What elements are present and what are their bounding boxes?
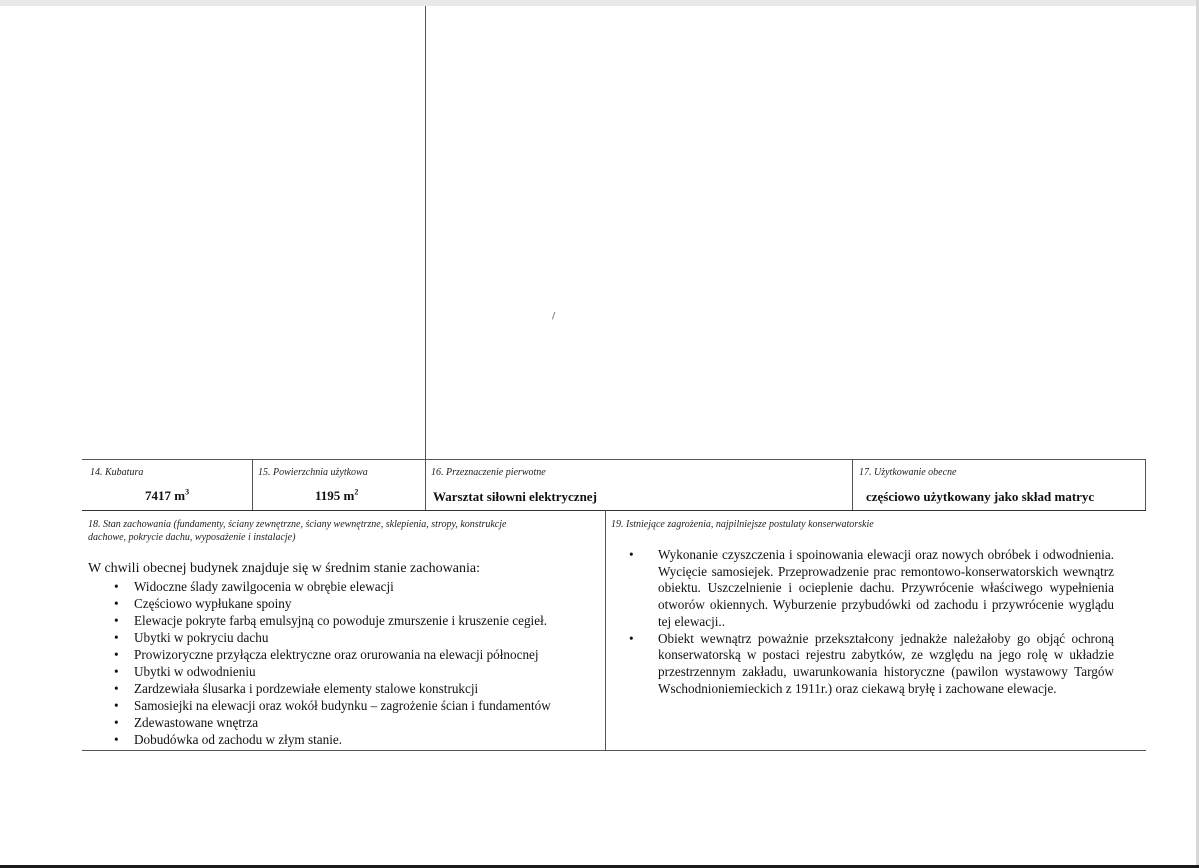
- cell-divider-1: [252, 459, 253, 510]
- zagrozenia-label: 19. Istniejące zagrożenia, najpilniejsze postulaty konserwatorskie: [611, 519, 874, 530]
- list-item: • Dobudówka od zachodu w złym stanie.: [114, 732, 343, 747]
- powierzchnia-label: 15. Powierzchnia użytkowa: [258, 467, 368, 478]
- kubatura-label: 14. Kubatura: [90, 467, 144, 478]
- list-item: • Obiekt wewnątrz poważnie przekształcony jednakże należałoby go objąć ochroną konserwatorską w postaci rejestru zabytków, ze względu na jego rolę w układzie przestrzennym zakładu, uwarunkowania historyczne (pawilon wystawowy Targów Wschodnioniemieckich z 1911r.) oraz ciekawą bryłę i zachowane elewacje.: [629, 630, 1114, 696]
- stan-label-line1: 18. Stan zachowania (fundamenty, ściany zewnętrzne, ściany wewnętrzne, sklepienia, stropy, konstrukcje: [88, 519, 507, 530]
- bullet-icon: •: [114, 579, 119, 594]
- list-item: • Zdewastowane wnętrza: [114, 715, 259, 730]
- list-item: • Zardzewiała ślusarka i pordzewiałe elementy stalowe konstrukcji: [114, 681, 479, 696]
- zagrozenia-list: [628, 547, 1114, 697]
- stan-label-line2: dachowe, pokrycie dachu, wyposażenie i instalacje): [88, 532, 296, 543]
- bullet-icon: •: [114, 698, 119, 713]
- photo-divider-line: [425, 6, 426, 510]
- bullet-icon: •: [114, 613, 119, 628]
- bullet-icon: •: [114, 647, 119, 662]
- scan-speck: [552, 312, 558, 321]
- bullet-icon: •: [114, 664, 119, 679]
- bullet-icon: •: [114, 681, 119, 696]
- bullet-icon: •: [114, 715, 119, 730]
- list-item: • Ubytki w pokryciu dachu: [114, 630, 269, 645]
- section-divider: [605, 510, 606, 750]
- list-item: • Częściowo wypłukane spoiny: [114, 596, 292, 611]
- bullet-icon: •: [114, 630, 119, 645]
- page-edge-top: [0, 0, 1199, 6]
- list-item: • Wykonanie czyszczenia i spoinowania elewacji oraz nowych obróbek i odwodnienia. Wycięcie samosiejek. Przeprowadzenie prac remontowo-konserwatorskich wewnątrz obiektu. Uszczelnienie i ocieplenie dachu. Przywrócenie właściwego wypełnienia otworów okiennych. Wyburzenie przybudówki od zachodu i przywrócenie wyglądu tej elewacji..: [629, 547, 1114, 629]
- kubatura-value: 7417 $m^3$: [145, 487, 190, 503]
- list-item: • Widoczne ślady zawilgocenia w obrębie elewacji: [114, 579, 394, 594]
- list-item: • Ubytki w odwodnieniu: [114, 664, 256, 679]
- przeznaczenie-value: Warsztat siłowni elektrycznej: [433, 489, 597, 504]
- uzytkowanie-label: 17. Użytkowanie obecne: [859, 467, 957, 478]
- przeznaczenie-label: 16. Przeznaczenie pierwotne: [431, 467, 546, 478]
- row-bottom-line: [82, 750, 1146, 751]
- bullet-icon: •: [114, 596, 119, 611]
- list-item: • Elewacje pokryte farbą emulsyjną co powoduje zmurszenie i kruszenie cegieł.: [114, 613, 548, 628]
- bullet-icon: •: [114, 732, 119, 747]
- stan-intro: W chwili obecnej budynek znajduje się w średnim stanie zachowania:: [88, 561, 480, 576]
- list-item: • Prowizoryczne przyłącza elektryczne oraz orurowania na elewacji północnej: [114, 647, 539, 662]
- bullet-icon: •: [629, 630, 634, 646]
- right-edge-line: [1145, 459, 1146, 510]
- cell-divider-3: [852, 459, 853, 510]
- stan-list: [100, 578, 600, 748]
- row-top-line: [82, 459, 1146, 460]
- list-item: • Samosiejki na elewacji oraz wokół budynku – zagrożenie ścian i fundamentów: [114, 698, 551, 713]
- row-mid-line: [82, 510, 1146, 511]
- powierzchnia-value: 1195 $m^2$: [315, 487, 359, 503]
- uzytkowanie-value: częściowo użytkowany jako skład matryc: [866, 489, 1095, 504]
- bullet-icon: •: [629, 547, 634, 562]
